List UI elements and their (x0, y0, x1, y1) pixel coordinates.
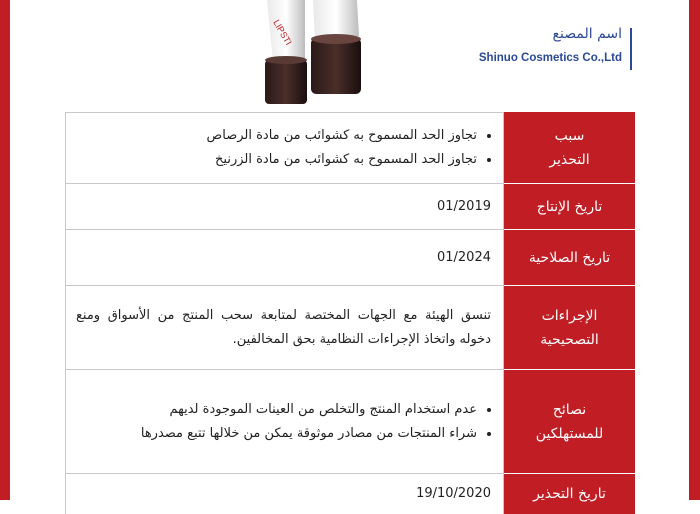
warning-date-value-cell (65, 474, 504, 514)
lipstick-tube-image (235, 0, 385, 112)
left-red-border (0, 0, 10, 500)
manufacturer-block (400, 26, 622, 76)
production-date-label: تاريخ الإنتاج (504, 184, 635, 230)
expiry-date-value: 01/2024 (436, 249, 491, 265)
row-warning-date (65, 474, 635, 514)
warning-reason-value (65, 112, 504, 184)
row-warning-reason (65, 112, 635, 184)
production-date-value-cell (65, 184, 504, 230)
warning-date-value: 19/10/2020 (416, 486, 491, 501)
row-corrective-actions (65, 286, 635, 370)
warning-reason-item: • تجاوز الحد المسموح به كشوائب من مادة الرصاص (76, 124, 477, 148)
consumer-advice-item: • شراء المنتجات من مصادر موثوقة يمكن من خلالها تتبع مصدرها (76, 422, 477, 446)
consumer-advice-value-cell (65, 370, 504, 474)
lipstick-printed-text: LIPSTI (271, 18, 294, 47)
row-production-date (65, 184, 635, 230)
manufacturer-name: Shinuo Cosmetics Co.,Ltd (478, 52, 622, 64)
row-expiry-date (65, 230, 635, 286)
warning-reason-item: • تجاوز الحد المسموح به كشوائب من مادة الزرنيخ (76, 148, 477, 172)
product-info-table (65, 112, 635, 500)
right-red-border (689, 0, 700, 500)
corrective-actions-label: الإجراءات التصحيحية (504, 286, 635, 370)
corrective-actions-value-cell (65, 286, 504, 370)
expiry-date-label: تاريخ الصلاحية (504, 230, 635, 286)
consumer-advice-label: نصائح للمستهلكين (504, 370, 635, 474)
row-consumer-advice (65, 370, 635, 474)
production-date-value: 01/2019 (436, 198, 491, 214)
consumer-advice-item: • عدم استخدام المنتج والتخلص من العينات الموجودة لديهم (76, 398, 477, 422)
corrective-actions-text: تنسق الهيئة مع الجهات المختصة لمتابعة سحب المنتج من الأسواق ومنع دخوله واتخاذ الإجراءات النظامية بحق المخالفين. (76, 307, 491, 347)
manufacturer-label: اسم المصنع (552, 26, 622, 42)
warning-reason-label: سبب التحذير (504, 112, 635, 184)
expiry-date-value-cell (65, 230, 504, 286)
warning-date-label: تاريخ التحذير (504, 474, 635, 514)
manufacturer-rule (630, 28, 632, 70)
